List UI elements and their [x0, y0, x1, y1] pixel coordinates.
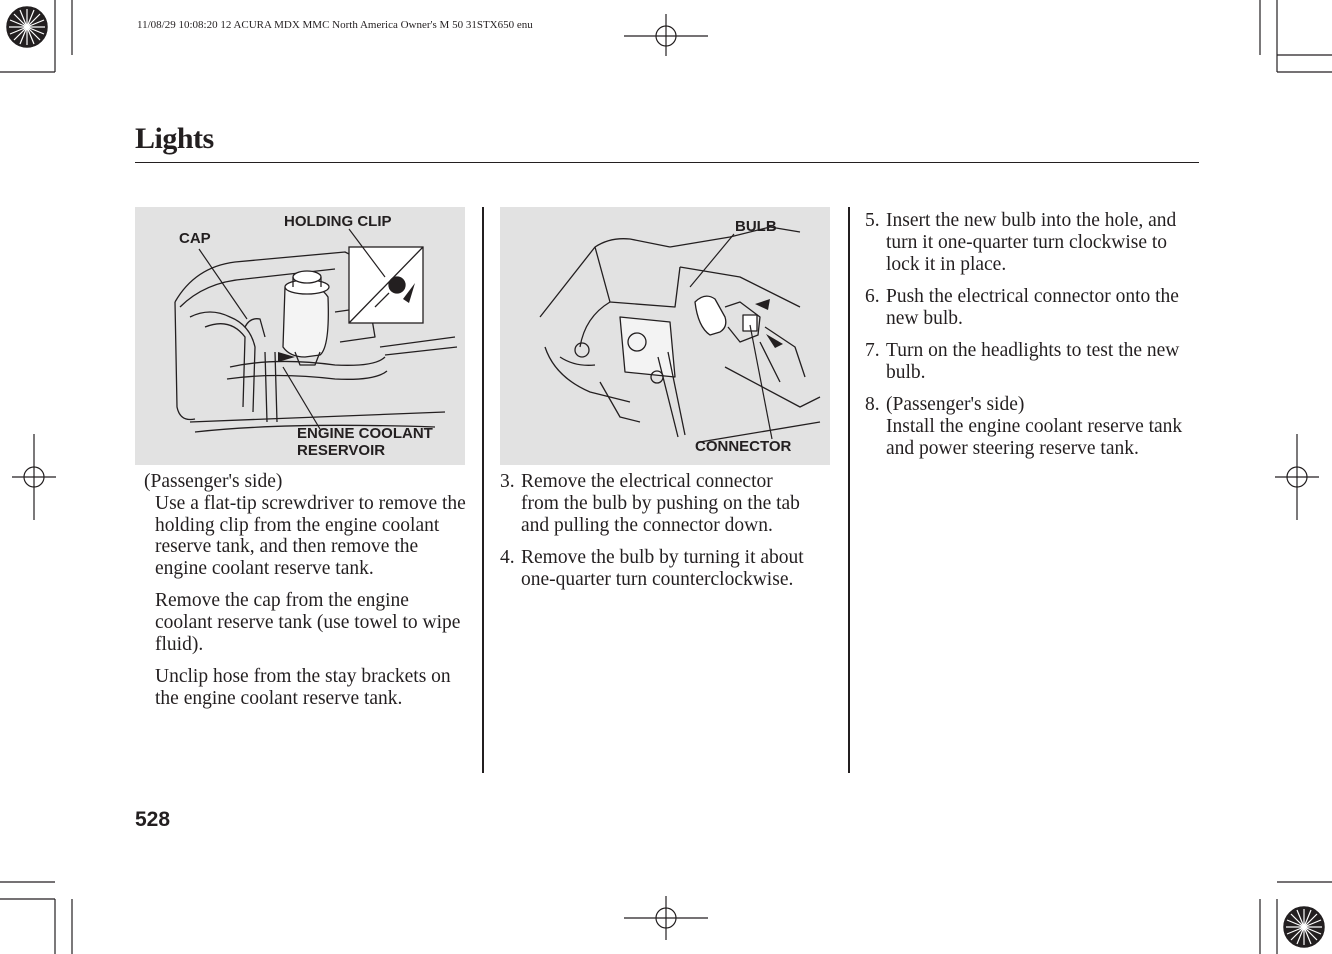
column-divider — [482, 207, 484, 773]
step — [865, 340, 1200, 384]
step-number: 8. — [865, 394, 880, 416]
step-number: 4. — [500, 546, 515, 568]
print-info: 11/08/29 10:08:20 12 ACURA MDX MMC North America Owner's M 50 31STX650 enu — [137, 19, 533, 31]
paragraph: Use a flat-tip screwdriver to remove the holding clip from the engine coolant reserve tank, and then remove the engine coolant reserve tank. — [155, 492, 466, 580]
headlight-bulb-drawing — [500, 207, 830, 465]
column-3-text — [865, 210, 1200, 470]
column-divider — [848, 207, 850, 773]
section-heading: (Passenger's side) — [144, 471, 283, 492]
paragraph: Unclip hose from the stay brackets on the engine coolant reserve tank. — [155, 666, 451, 710]
step-text: Turn on the headlights to test the new bulb. — [886, 339, 1180, 383]
step-text: Insert the new bulb into the hole, and turn it one-quarter turn clockwise to lock it in place. — [886, 210, 1177, 275]
step-text: Push the electrical connector onto the new bulb. — [886, 285, 1179, 329]
step-number: 5. — [865, 210, 880, 231]
step-content — [886, 394, 1200, 459]
step — [865, 286, 1200, 330]
step-text: Remove the electrical connector from the bulb by pushing on the tab and pulling the connector down. — [521, 471, 800, 536]
label-cap: CAP — [179, 230, 211, 247]
paragraph: Remove the cap from the engine coolant reserve tank (use towel to wipe fluid). — [155, 590, 461, 656]
label-connector: CONNECTOR — [695, 438, 792, 455]
registration-starburst-top-left — [7, 7, 47, 47]
step-text: Remove the bulb by turning it about one-quarter turn counterclockwise. — [521, 546, 804, 590]
step-number: 3. — [500, 471, 515, 492]
column-1-text — [144, 471, 470, 720]
label-engine-coolant: ENGINE COOLANT — [297, 425, 433, 442]
step-number: 7. — [865, 339, 880, 361]
page-title: Lights — [135, 122, 214, 155]
label-reservoir: RESERVOIR — [297, 442, 386, 459]
step — [500, 471, 815, 536]
headlight-bulb-illustration — [500, 207, 830, 465]
coolant-reservoir-illustration — [135, 207, 465, 465]
step — [500, 547, 815, 591]
step-text: (Passenger's side) — [886, 394, 1025, 416]
label-holding-clip: HOLDING CLIP — [284, 213, 392, 230]
step — [865, 210, 1200, 275]
registration-starburst-bottom-right — [1284, 907, 1324, 947]
step-detail: Install the engine coolant reserve tank and power steering reserve tank. — [886, 415, 1183, 459]
column-2-text — [500, 471, 815, 601]
page-number: 528 — [135, 808, 171, 831]
label-bulb: BULB — [735, 218, 777, 235]
step — [865, 394, 1200, 459]
step-number: 6. — [865, 285, 880, 307]
title-rule — [135, 162, 1199, 163]
